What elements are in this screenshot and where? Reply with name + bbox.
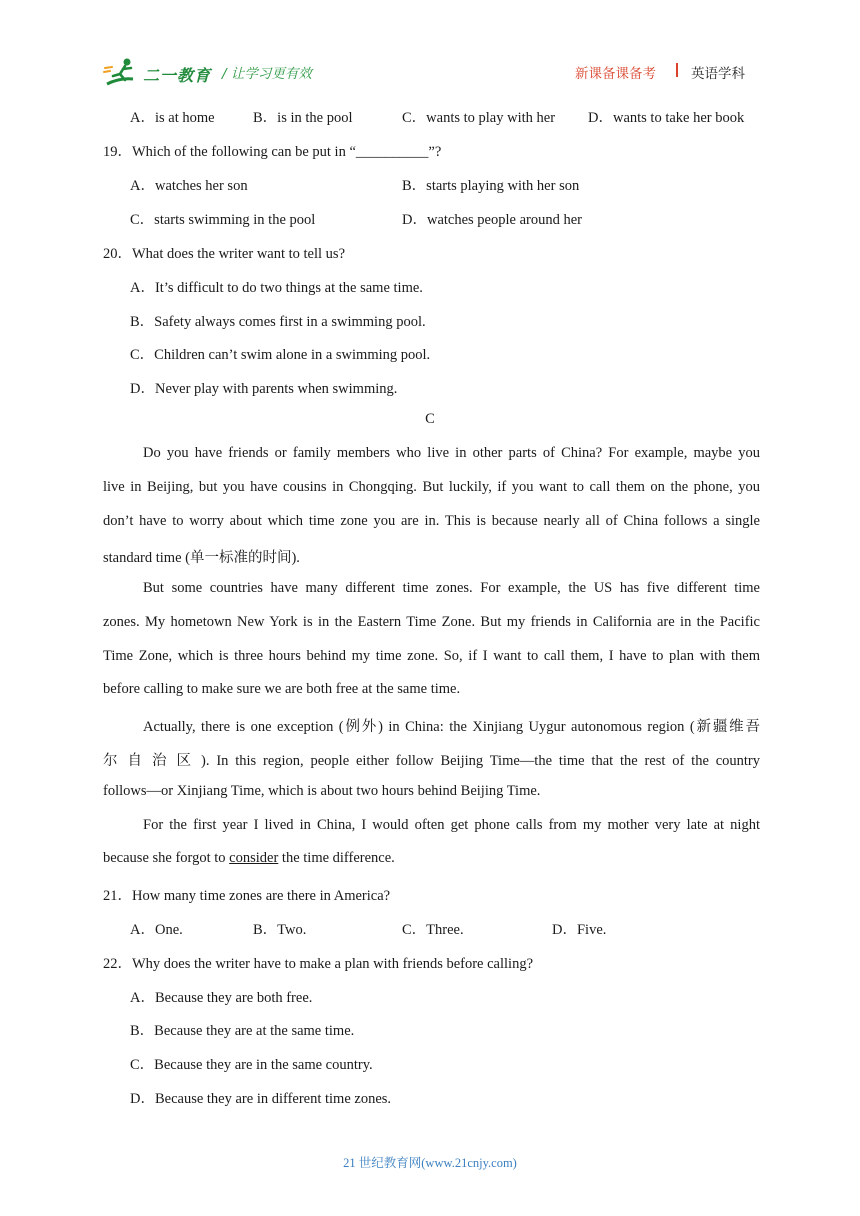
q21-option-a: A．One. (130, 922, 183, 938)
passage-line: For the first year I lived in China, I would often get phone calls from my mother very late at night (143, 817, 760, 833)
q20-option-c: C．Children can’t swim alone in a swimming pool. (130, 347, 431, 363)
q22-option-d: D．Because they are in different time zones. (130, 1091, 392, 1107)
q22-option-c: C．Because they are in the same country. (130, 1057, 373, 1073)
q20-option-b: B．Safety always comes first in a swimming pool. (130, 314, 426, 330)
q20-option-d: D．Never play with parents when swimming. (130, 381, 398, 397)
q22-stem: 22．Why does the writer have to make a plan with friends before calling? (103, 956, 534, 972)
section-heading: C (425, 411, 435, 427)
text-run: the time difference. (278, 850, 395, 866)
q19-stem: 19．Which of the following can be put in “__________”? (103, 144, 442, 160)
page-header (0, 0, 860, 100)
q19-option-a: A．watches her son (130, 178, 248, 194)
q18-option-b: B．is in the pool (253, 110, 353, 126)
brand-logo (103, 56, 213, 92)
q19-option-c: C．starts swimming in the pool (130, 212, 316, 228)
header-divider (676, 63, 678, 77)
q21-option-d: D．Five. (552, 922, 607, 938)
passage-line: standard time (单一标准的时间). (103, 550, 300, 566)
q22-option-a: A．Because they are both free. (130, 990, 313, 1006)
header-slogan: / 让学习更有效 (222, 66, 312, 82)
logo-text: 二一教育 (143, 66, 212, 85)
passage-line: 尔 自 治 区 ). In this region, people either follow Beijing Time—the time that the rest of the country (103, 753, 760, 769)
passage-line: don’t have to worry about which time zone you are in. This is because nearly all of China follows a single (103, 513, 760, 529)
passage-line-with-underline (103, 850, 760, 867)
passage-line: live in Beijing, but you have cousins in Chongqing. But luckily, if you want to call them on the phone, you (103, 479, 760, 495)
passage-line: follows—or Xinjiang Time, which is about two hours behind Beijing Time. (103, 783, 541, 799)
q18-option-c: C．wants to play with her (402, 110, 556, 126)
q20-option-a: A．It’s difficult to do two things at the same time. (130, 280, 423, 296)
underlined-word: consider (229, 850, 279, 866)
header-series-label: 新课备课备考 (575, 66, 656, 82)
q20-stem: 20．What does the writer want to tell us? (103, 246, 346, 262)
passage-line: Do you have friends or family members who live in other parts of China? For example, maybe you (143, 445, 760, 461)
passage-line: before calling to make sure we are both free at the same time. (103, 681, 461, 697)
text-run: because she forgot to (103, 850, 230, 866)
q19-option-b: B．starts playing with her son (402, 178, 580, 194)
passage-line: zones. My hometown New York is in the Eastern Time Zone. But my friends in California are in the Pacific (103, 614, 760, 630)
q19-option-d: D．watches people around her (402, 212, 582, 228)
q18-option-a: A．is at home (130, 110, 215, 126)
passage-line: But some countries have many different time zones. For example, the US has five different time (143, 580, 760, 596)
q22-option-b: B．Because they are at the same time. (130, 1023, 355, 1039)
q21-option-c: C．Three. (402, 922, 464, 938)
q21-option-b: B．Two. (253, 922, 307, 938)
passage-line: Time Zone, which is three hours behind my time zone. So, if I want to call them, I have to plan with them (103, 648, 760, 664)
page-footer: 21 世纪教育网(www.21cnjy.com) (343, 1156, 517, 1170)
header-subject-label: 英语学科 (691, 66, 745, 82)
q21-stem: 21．How many time zones are there in America? (103, 888, 391, 904)
q18-option-d: D．wants to take her book (588, 110, 745, 126)
runner-icon (103, 56, 143, 90)
passage-line: Actually, there is one exception (例外) in China: the Xinjiang Uygur autonomous region (新疆维吾 (143, 719, 760, 735)
